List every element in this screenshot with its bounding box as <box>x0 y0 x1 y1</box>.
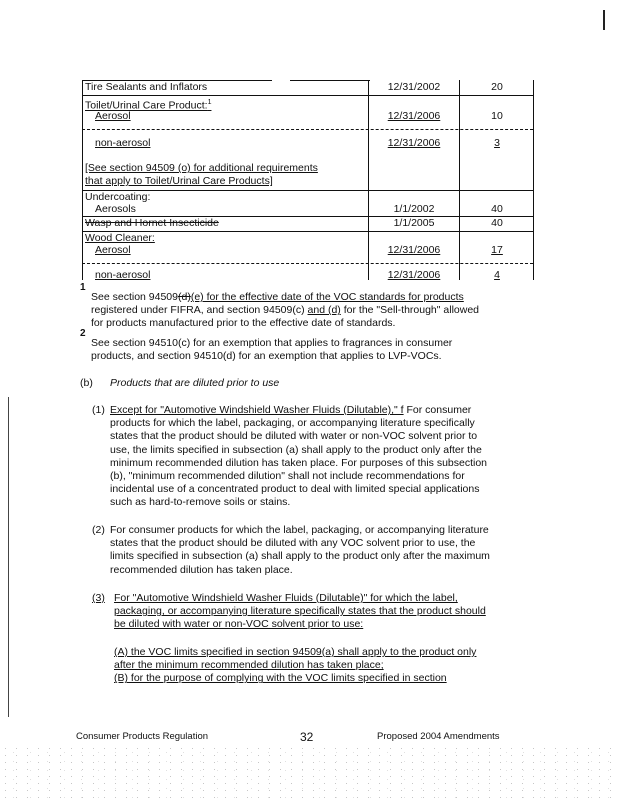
section-label: (b) <box>80 377 93 389</box>
table-row-limit: 40 <box>491 203 503 215</box>
footnote-mark: 2 <box>80 328 86 339</box>
table-category: Toilet/Urinal Care Product:$^1$ <box>85 99 212 112</box>
table-top-border <box>290 80 370 81</box>
para-3-items: (A) the VOC limits specified in section 94509(a) shall apply to the product only after the minimum recommended dilution has taken place; (B) for the purpose of complying with the VOC limits specified in section <box>114 646 477 685</box>
table-row-date: 1/1/2002 <box>393 203 435 215</box>
footnote-2: See section 94510(c) for an exemption that applies to fragrances in consumer products, and section 94510(d) for an exemption that applies to LVP-VOCs. <box>91 337 453 363</box>
table-row-name: Wasp and Hornet Insecticide <box>85 217 219 229</box>
table-note: that apply to Toilet/Urinal Care Products] <box>85 175 273 187</box>
table-row-name: Tire Sealants and Inflators <box>85 81 208 93</box>
table-row-date: 12/31/2006 <box>387 110 441 122</box>
para-2: For consumer products for which the label, packaging, or accompanying literature states that the product should be diluted with any VOC solvent prior to use, the limits specified in subsection (a) shall apply to the product only after the maximum recommended dilution has taken place. <box>110 524 490 576</box>
table-row-name: Aerosols <box>95 203 136 215</box>
para-3: For "Automotive Windshield Washer Fluids (Dilutable)" for which the label, packaging, or accompanying literature specifically states that the product should be diluted with water or non-VOC solvent prior to use: <box>114 592 486 631</box>
table-row-date: 12/31/2006 <box>387 269 441 281</box>
para-number: (2) <box>92 524 105 536</box>
page-number: 32 <box>300 730 314 744</box>
table-row-date: 1/1/2005 <box>393 217 435 229</box>
table-row-limit: 17 <box>491 244 503 256</box>
table-left-border <box>82 80 83 280</box>
table-col-divider <box>368 80 369 280</box>
table-row-name: Aerosol <box>95 244 131 256</box>
para-1: Except for "Automotive Windshield Washer Fluids (Dilutable)," f For consumer products for which the label, packaging, or accompanying literature specifically states that the product should be diluted with water or non-VOC solvent prior to use, the limits specified in subsection (a) shall apply to the product only after the minimum recommended dilution has taken place. For purposes of this subsection (b), "minimum recommended dilution" shall not include recommendations for incidental use of a concentrated product to deal with limited special applications such as hard-to-remove soils or stains. <box>110 404 488 509</box>
table-col-divider <box>459 80 460 280</box>
margin-change-bar <box>8 397 9 717</box>
table-row-limit: 4 <box>494 269 500 281</box>
section-title: Products that are diluted prior to use <box>110 377 280 389</box>
footer-right: Proposed 2004 Amendments <box>377 731 500 742</box>
table-row-limit: 3 <box>494 137 500 149</box>
table-right-border <box>533 80 534 280</box>
footnote-1: See section 94509(d)(e) for the effective date of the VOC standards for products registered under FIFRA, and section 94509(c) and (d) for the "Sell-through" allowed for products manufactured prior to the effective date of standards. <box>91 291 480 330</box>
footnote-mark: 1 <box>80 282 86 293</box>
table-row-border <box>82 263 533 264</box>
table-row-date: 12/31/2006 <box>387 244 441 256</box>
table-row-name: Aerosol <box>95 110 131 122</box>
table-note: [See section 94509 (o) for additional requirements <box>85 162 318 174</box>
para-number: (1) <box>92 404 105 416</box>
table-row-name: non-aerosol <box>95 137 151 149</box>
table-row-date: 12/31/2002 <box>387 81 441 93</box>
table-row-border <box>82 129 533 130</box>
table-row-date: 12/31/2006 <box>387 137 441 149</box>
scan-noise <box>0 745 619 800</box>
footer-left: Consumer Products Regulation <box>76 731 209 742</box>
table-row-limit: 10 <box>491 110 503 122</box>
corner-mark <box>603 10 605 30</box>
table-category: Wood Cleaner: <box>85 232 155 244</box>
table-row-limit: 20 <box>491 81 503 93</box>
table-row-limit: 40 <box>491 217 503 229</box>
para-number: (3) <box>92 592 105 604</box>
table-category: Undercoating: <box>85 191 151 203</box>
table-row-name: non-aerosol <box>95 269 151 281</box>
